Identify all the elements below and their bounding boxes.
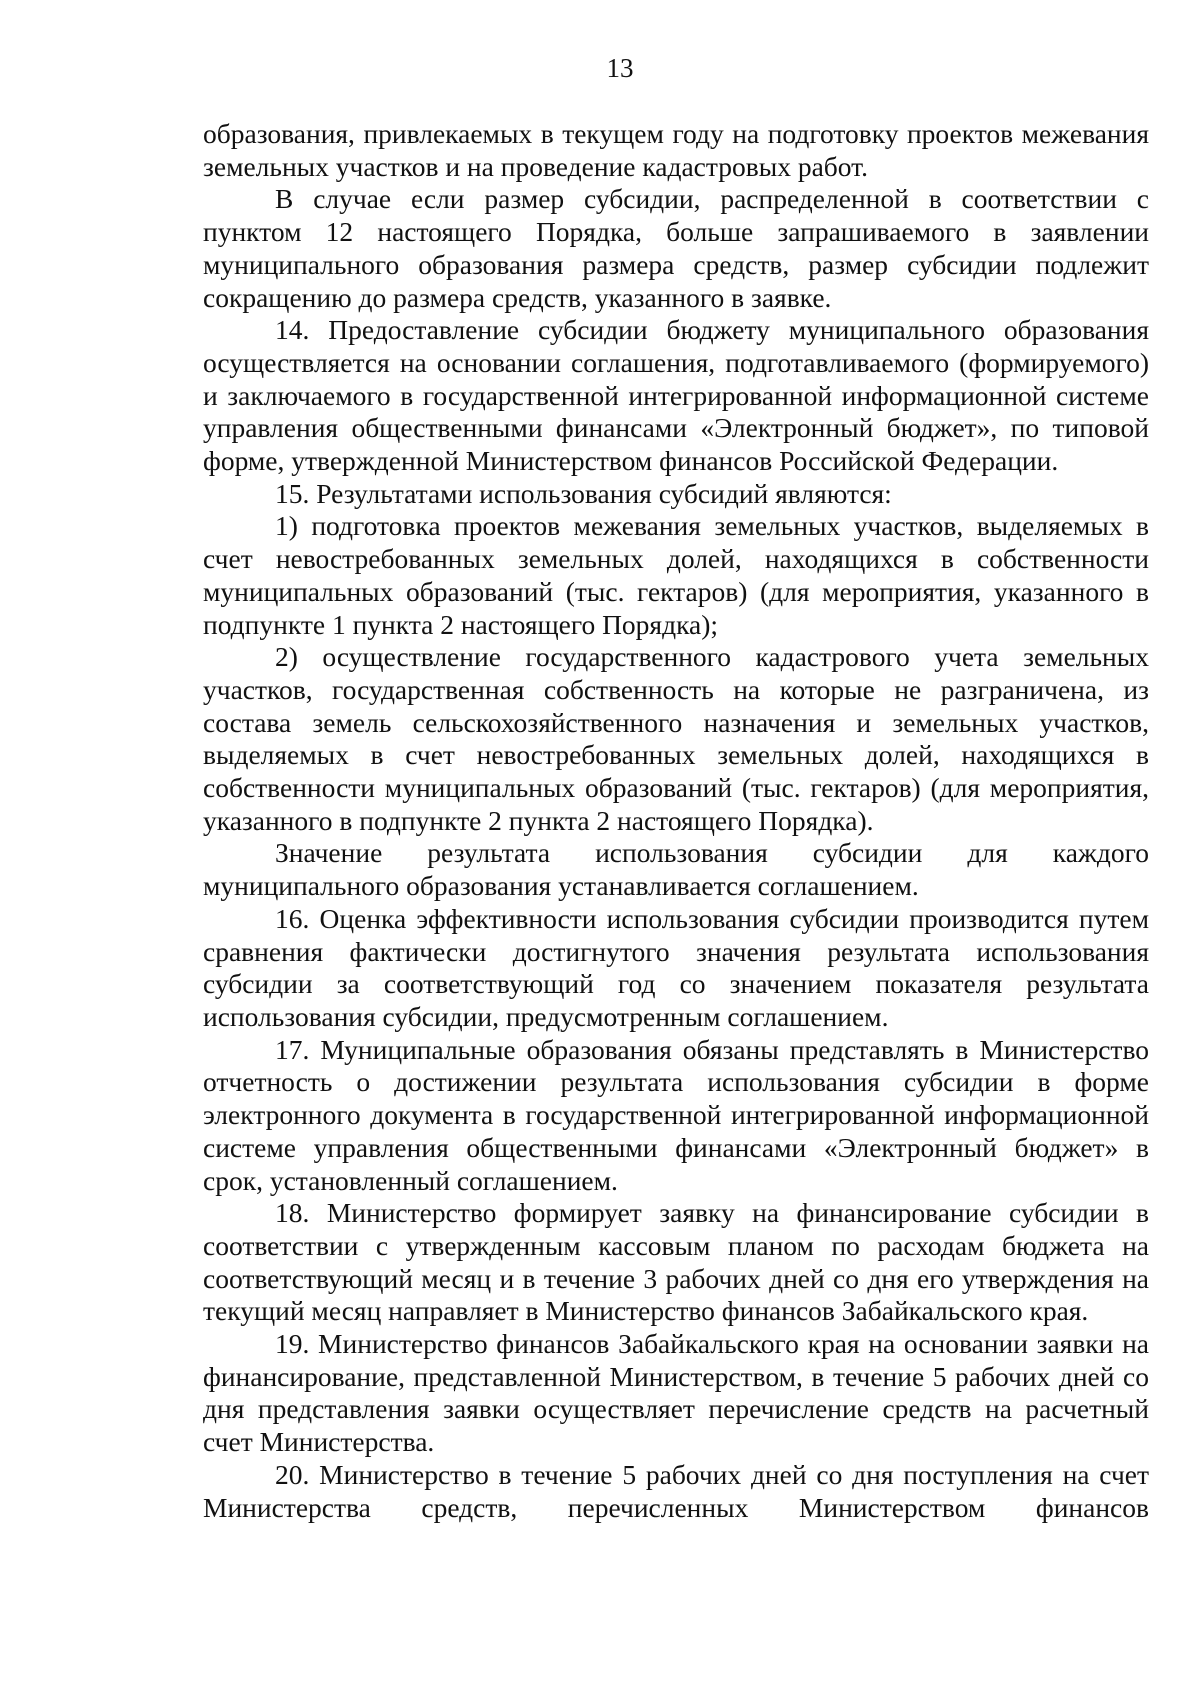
paragraph-15-item-2: 2) осуществление государственного кадастрового учета земельных участков, государственная собственность на которые не разграничена, из состава земель сельскохозяйственного назначения и земельных участков, выделяемых в счет невостребованных земельных долей, находящихся в собственности муниципальных образований (тыс. гектаров) (для мероприятия, указанного в подпункте 2 пункта 2 настоящего Порядка). [203, 641, 1149, 836]
paragraph-15: 15. Результатами использования субсидий являются: [275, 477, 892, 509]
paragraph-20: 20. Министерство в течение 5 рабочих дней со дня поступления на счет Министерства средств, перечисленных Министерством финансов [203, 1458, 1149, 1523]
paragraph-17: 17. Муниципальные образования обязаны представлять в Министерство отчетность о достижении результата использования субсидии в форме электронного документа в государственной интегрированной информационной системе управления общественными финансами «Электронный бюджет» в срок, установленный соглашением. [203, 1033, 1149, 1196]
paragraph-result-value: Значение результата использования субсидии для каждого муниципального образования устанавливается соглашением. [203, 837, 1149, 902]
page-number: 13 [606, 53, 634, 83]
paragraph-subsidy-reduction: В случае если размер субсидии, распределенной в соответствии с пунктом 12 настоящего Порядка, больше запрашиваемого в заявлении муниципального образования размера средств, размер субсидии подлежит сокращению до размера средств, указанного в заявке. [203, 183, 1149, 313]
paragraph-19: 19. Министерство финансов Забайкальского края на основании заявки на финансирование, представленной Министерством, в течение 5 рабочих дней со дня представления заявки осуществляет перечисление средств на расчетный счет Министерства. [203, 1328, 1149, 1458]
paragraph-14: 14. Предоставление субсидии бюджету муниципального образования осуществляется на основании соглашения, подготавливаемого (формируемого) и заключаемого в государственной интегрированной информационной системе управления общественными финансами «Электронный бюджет», по типовой форме, утвержденной Министерством финансов Российской Федерации. [203, 314, 1149, 477]
document-body [203, 118, 1149, 1524]
paragraph-16: 16. Оценка эффективности использования субсидии производится путем сравнения фактически достигнутого значения результата использования субсидии за соответствующий год со значением показателя результата использования субсидии, предусмотренным соглашением. [203, 902, 1149, 1032]
paragraph-15-item-1: 1) подготовка проектов межевания земельных участков, выделяемых в счет невостребованных земельных долей, находящихся в собственности муниципальных образований (тыс. гектаров) (для мероприятия, указанного в подпункте 1 пункта 2 настоящего Порядка); [203, 510, 1149, 640]
paragraph-18: 18. Министерство формирует заявку на финансирование субсидии в соответствии с утвержденным кассовым планом по расходам бюджета на соответствующий месяц и в течение 3 рабочих дней со дня его утверждения на текущий месяц направляет в Министерство финансов Забайкальского края. [203, 1197, 1149, 1327]
paragraph-continuation: образования, привлекаемых в текущем году на подготовку проектов межевания земельных участков и на проведение кадастровых работ. [203, 118, 1149, 182]
